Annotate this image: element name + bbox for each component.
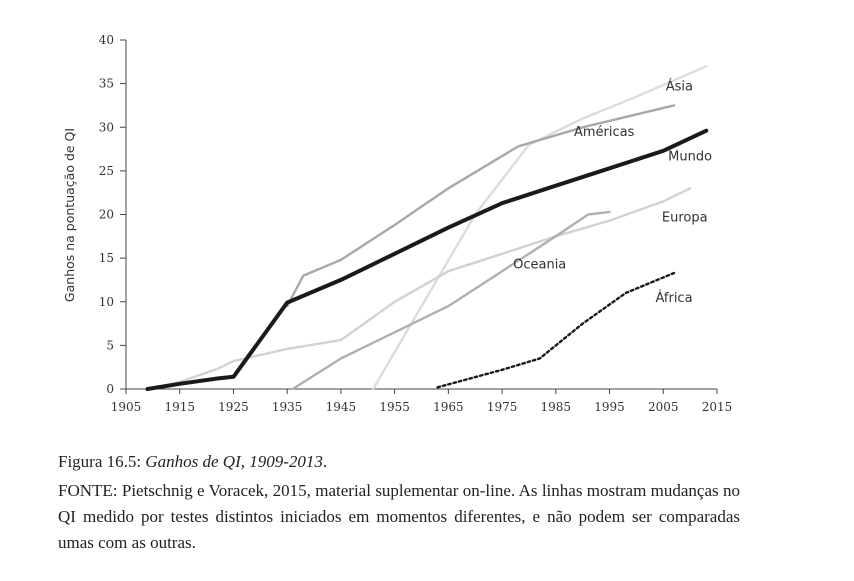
axes <box>99 33 733 414</box>
figure-source: FONTE: Pietschnig e Voracek, 2015, material suplementar on-line. As linhas mostram mudanças no QI medido por testes distintos iniciados em momentos diferentes, e não podem ser comparadas umas com as outras. <box>58 481 740 552</box>
y-tick-label: 20 <box>98 207 114 222</box>
x-tick-label: 1955 <box>379 400 410 414</box>
y-tick-label: 30 <box>98 120 114 135</box>
y-tick-label: 0 <box>106 382 114 396</box>
x-tick-label: 1905 <box>110 400 142 414</box>
series-line-asia <box>373 66 706 389</box>
y-tick-label: 15 <box>98 251 114 266</box>
series-line-mundo <box>148 131 707 389</box>
x-tick-label: 1925 <box>218 400 249 414</box>
series-label-asia: Ásia <box>665 79 694 95</box>
figure-title-prefix: Figura 16.5: <box>58 452 146 471</box>
series-label-americas: Américas <box>573 124 635 140</box>
y-tick-label: 5 <box>106 338 114 353</box>
series-label-europa: Europa <box>661 210 708 226</box>
x-tick-label: 2015 <box>701 400 733 414</box>
y-tick-label: 40 <box>98 33 114 47</box>
y-tick-label: 25 <box>98 163 114 178</box>
x-tick-label: 1965 <box>433 400 464 414</box>
x-tick-label: 1995 <box>594 400 625 414</box>
x-tick-label: 1945 <box>325 400 357 414</box>
series-label-africa: África <box>655 290 693 306</box>
x-tick-label: 1935 <box>271 400 303 414</box>
y-tick-label: 10 <box>98 294 114 309</box>
series-line-europa <box>148 188 691 389</box>
series-label-oceania: Oceania <box>513 257 567 273</box>
y-tick-label: 35 <box>98 76 114 91</box>
series-line-oceania <box>293 212 610 389</box>
x-tick-label: 1985 <box>540 400 572 414</box>
x-tick-label: 1975 <box>486 400 518 414</box>
series-label-mundo: Mundo <box>668 149 713 165</box>
x-tick-label: 1915 <box>164 400 196 414</box>
figure-title <box>58 452 740 472</box>
series-layer <box>148 66 707 389</box>
y-axis-label: Ganhos na pontuação de QI <box>62 127 77 303</box>
figure-title-italic: Ganhos de QI, 1909-2013 <box>145 452 323 471</box>
figure-title-suffix: . <box>322 452 328 471</box>
x-tick-label: 2005 <box>647 400 679 414</box>
